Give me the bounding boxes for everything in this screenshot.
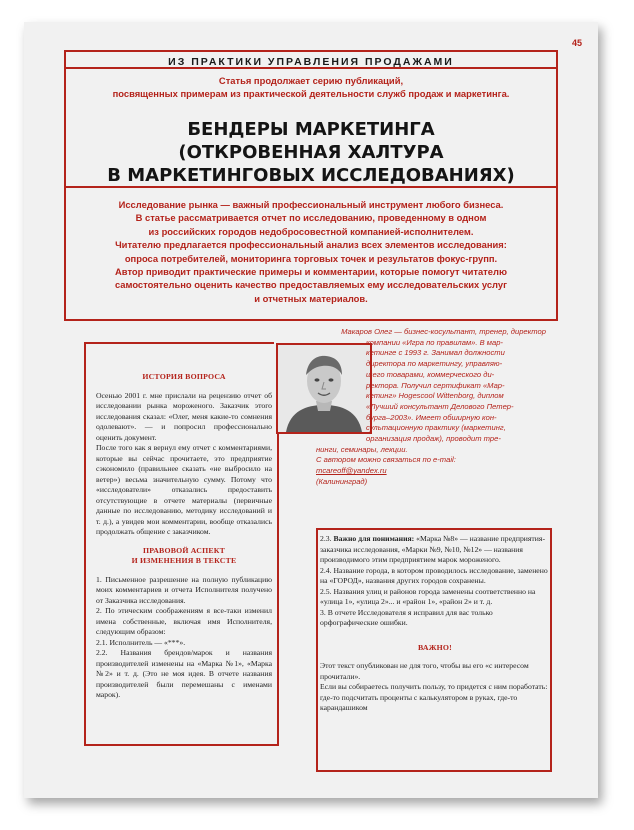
bio-line: щего товарами, коммерческого ди-: [366, 369, 495, 379]
rename-paragraph: 2.5. Названия улиц и районов города заменены соответственно на «улица 1», «улица 2»... и «район 1», «район 2» и т. д.: [320, 586, 536, 606]
bio-line: (Калининград): [316, 476, 368, 486]
important-label: Важно для понимания:: [333, 534, 415, 543]
closing-paragraph: Этот текст опубликован не для того, чтобы вы его «с интересом прочитали».: [320, 661, 529, 681]
title-line: В МАРКЕТИНГОВЫХ ИССЛЕДОВАНИЯХ): [107, 165, 515, 186]
bio-line: «Лучший консультант Делового Петер-: [366, 401, 514, 411]
bio-line: директора по маркетингу, управляю-: [366, 359, 503, 369]
bio-line: С автором можно связаться по e-mail:: [316, 455, 456, 465]
left-column-right-rule: [277, 430, 279, 746]
abstract-bottom-rule: [64, 319, 558, 321]
section-header: ИЗ ПРАКТИКИ УПРАВЛЕНИЯ ПРОДАЖАМИ: [168, 56, 454, 68]
legal-heading: [96, 546, 272, 567]
abstract-line: В статье рассматривается отчет по исследованию, проведенному в одном: [135, 212, 487, 224]
page-number: 45: [571, 38, 582, 48]
abstract-left-rule: [64, 186, 66, 321]
bio-line: Макаров Олег — бизнес-косультант, тренер, директор: [341, 327, 546, 336]
abstract-line: самостоятельно оценить качество предоставляемых ему исследовательских услуг: [114, 279, 508, 291]
right-column: [320, 534, 550, 714]
bio-line: организация продаж), проводит тре-: [366, 434, 501, 444]
left-column: [96, 372, 272, 701]
abstract-line: опроса потребителей, мониторинга торговых точек и результатов фокус-групп.: [124, 252, 498, 264]
series-intro: [74, 74, 548, 100]
series-intro-line: Статья продолжает серию публикаций,: [218, 75, 404, 86]
right-column-bottom-rule: [316, 770, 552, 772]
important-paragraph: [320, 534, 550, 566]
history-paragraph: Осенью 2001 г. мне прислали на рецензию отчет об исследовании рынка мороженого. Заказчик этого исследования сказал: «Олег, меня какие-то сомнения одолевают». — и попросил профессионально оценить документ.: [96, 390, 272, 442]
right-column-right-rule: [550, 528, 552, 772]
legal-heading-line: И ИЗМЕНЕНИЯ В ТЕКСТЕ: [131, 556, 237, 565]
bio-line: компании «Игра по правилам». В мар-: [366, 337, 503, 347]
right-column-left-rule: [316, 528, 318, 772]
abstract-line: Исследование рынка — важный профессиональный инструмент любого бизнеса.: [118, 199, 504, 210]
abstract-line: из российских городов недобросовестной компанией-исполнителем.: [148, 225, 474, 237]
legal-paragraph: 1. Письменное разрешение на полную публикацию моих комментариев и отчета Исполнителя получено от Заказчика исследования.: [96, 574, 272, 605]
bio-line: нинги, семинары, лекции.: [316, 444, 408, 454]
legal-paragraph: 2.1. Исполнитель — «***».: [96, 637, 186, 647]
top-rule: [64, 50, 558, 52]
bio-line: бурга–2003». Имеет обширную кон-: [366, 412, 497, 422]
important-heading: ВАЖНО!: [418, 642, 452, 652]
history-paragraph: После того как я вернул ему отчет с комментариями, которые вы сейчас прочитаете, это предприятие сэкономило (правильнее сказать «не выбросило на ветер») весьма значительную сумму. Потому что «исследователи» отказались предоставить отсутствующие в отчете материалы (первичные данные по исследованию, методику исследований и т. д.), а увидев мои комментарии, вообще отказались продолжать общение с заказчиком.: [96, 443, 272, 536]
history-heading: ИСТОРИЯ ВОПРОСА: [142, 372, 226, 381]
abstract-line: Автор приводит практические примеры и комментарии, которые помогут читателю: [115, 266, 507, 278]
legal-paragraph: 2. По этическим соображениям я все-таки изменил имена собственные, включая имя Исполнителя, следующим образом:: [96, 606, 272, 636]
bio-line: ректора. Получил сертификат «Мар-: [366, 380, 505, 390]
title-line: БЕНДЕРЫ МАРКЕТИНГА: [187, 119, 435, 140]
left-column-left-rule: [84, 342, 86, 746]
left-column-bottom-rule: [84, 744, 279, 746]
bio-line: сультационную практику (маркетинг,: [366, 423, 506, 433]
series-intro-line: посвященных примерам из практической деятельности служб продаж и маркетинга.: [112, 88, 510, 99]
closing-paragraph: Если вы собираетесь получить пользу, то придется с ним поработать: где-то подсчитать проценты с калькулятором в руках, где-то карандашиком: [320, 682, 548, 712]
magazine-page: [24, 22, 598, 798]
rename-paragraph: 2.4. Название города, в котором проводилось исследование, заменено на «ГОРОД», названия других городов сохранены.: [320, 565, 548, 585]
important-text: «Марка №8» — название предприятия-заказчика исследования, «Марки №9, №10, №12» — названия производимого этим предприятием марок мороженого.: [320, 534, 546, 564]
left-column-top-rule: [84, 342, 274, 344]
author-email-link[interactable]: mcareoff@yandex.ru: [316, 466, 387, 476]
author-bio: [304, 327, 546, 488]
legal-paragraph: 2.2. Названия брендов/марок и названия производителей изменены на «Марка №1», «Марка №2» и т. д. (Это не моя идея. В отчете названия производителей были перемешаны с именами марок).: [96, 648, 272, 699]
article-abstract: [84, 198, 538, 305]
abstract-line: Читателю предлагается профессиональный анализ всех элементов исследования:: [115, 239, 507, 251]
title-line: (ОТКРОВЕННАЯ ХАЛТУРА: [178, 142, 444, 163]
bio-line: кетинге с 1993 г. Занимал должности: [366, 348, 505, 358]
rename-paragraph: 3. В отчете Исследователя я исправил для вас только орфографические ошибки.: [320, 607, 493, 627]
right-column-top-rule: [316, 528, 552, 530]
article-title: [24, 118, 598, 187]
abstract-line: и отчетных материалов.: [254, 292, 368, 304]
bio-line: кетинг» Hogescool Wittenborg, диплом: [366, 391, 504, 401]
legal-heading-line: ПРАВОВОЙ АСПЕКТ: [143, 545, 225, 555]
important-number: 2.3.: [320, 534, 332, 543]
